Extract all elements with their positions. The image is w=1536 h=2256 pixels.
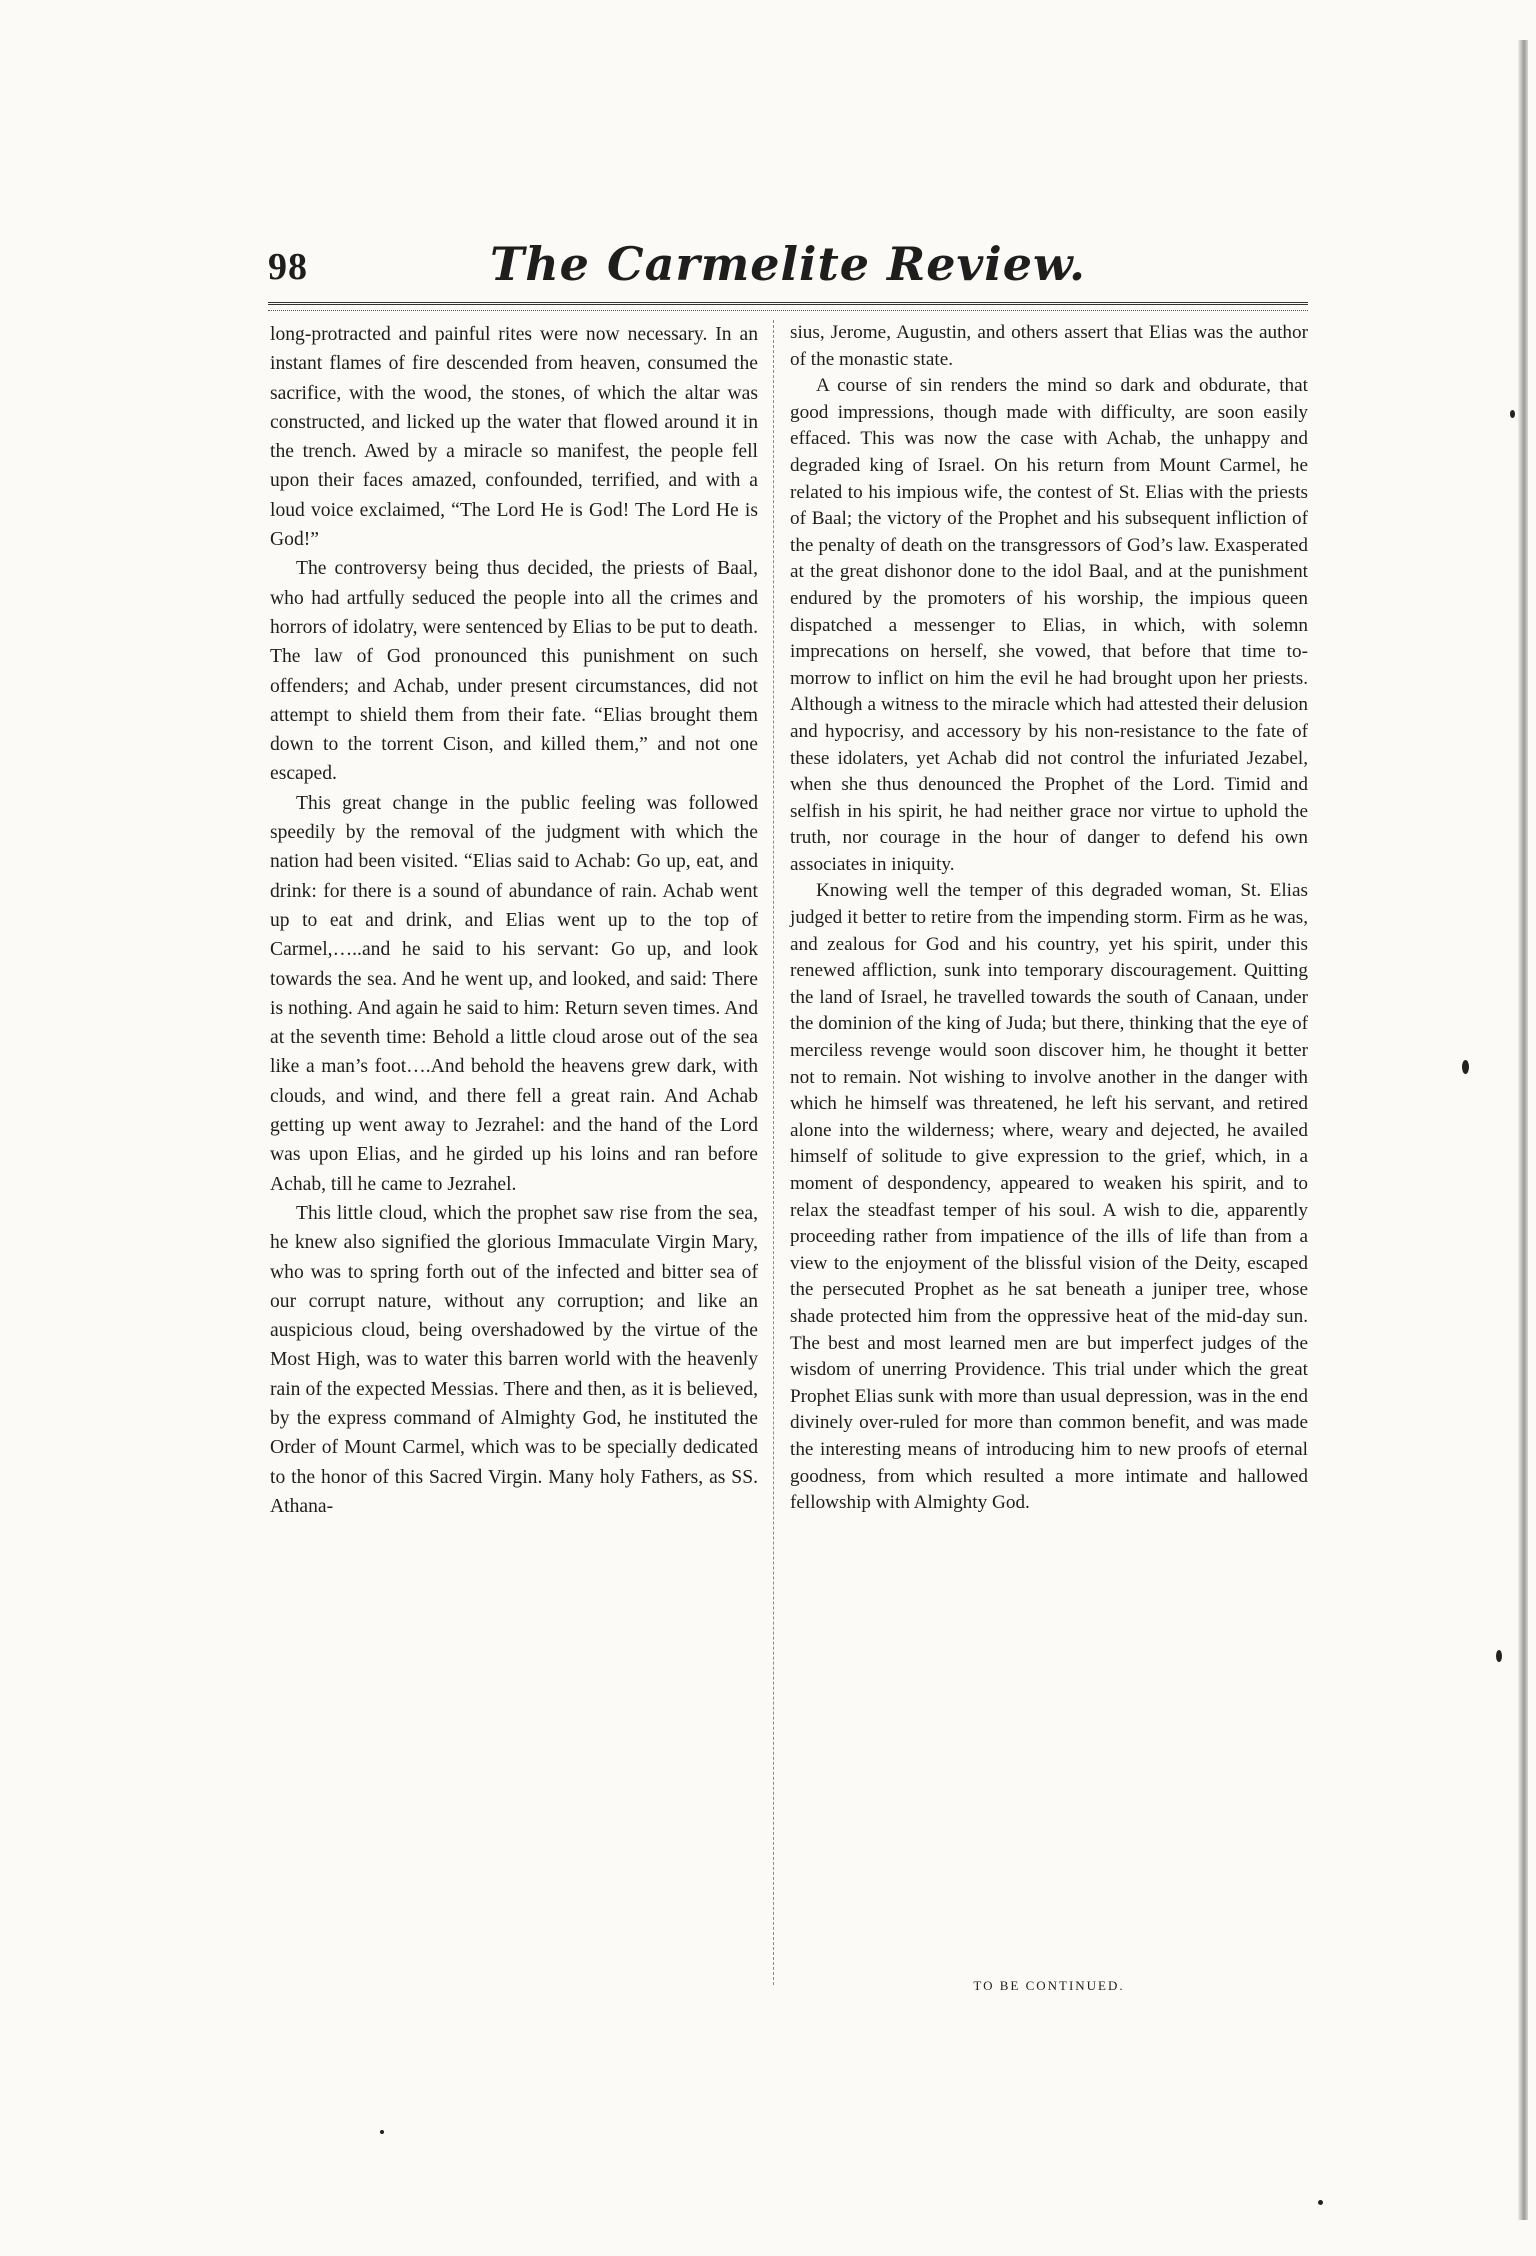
paragraph: This great change in the public feeling was followed speedily by the removal of the judgment with which the nation had been visited. “Elias said to Achab: Go up, eat, and drink: for there is a sound of abundance of rain. Achab went up to eat and drink, and Elias went up to the top of Carmel,…..and he said to his servant: Go up, and look towards the sea. And he went up, and looked, and said: There is nothing. And again he said to him: Return seven times. And at the seventh time: Behold a little cloud arose out of the sea like a man’s foot….And behold the heavens grew dark, with clouds, and wind, and there fell a great rain. And Achab getting up went away to Jezrahel: and the hand of the Lord was upon Elias, and he girded up his loins and ran before Achab, till he came to Jezrahel. bbox=[270, 792, 758, 1195]
ink-speck bbox=[1496, 1650, 1502, 1662]
paragraph: The controversy being thus decided, the priests of Baal, who had artfully seduced the people into all the crimes and horrors of idolatry, were sentenced by Elias to be put to death. The law of God pronounced this punishment on such offenders; and Achab, under present circumstances, did not attempt to shield them from their fate. “Elias brought them down to the torrent Cison, and killed them,” and not one escaped. bbox=[270, 558, 758, 785]
paragraph: long-protracted and painful rites were now necessary. In an instant flames of fire descended from heaven, consumed the sacrifice, with the wood, the stones, of which the altar was constructed, and licked up the water that flowed around it in the trench. Awed by a miracle so manifest, the people fell upon their faces amazed, confounded, terrified, and with a loud voice exclaimed, “The Lord He is God! The Lord He is God!” bbox=[270, 324, 758, 551]
ink-speck bbox=[1510, 410, 1515, 418]
paragraph: sius, Jerome, Augustin, and others assert that Elias was the author of the monastic state. bbox=[790, 322, 1308, 370]
page-number: 98 bbox=[268, 246, 308, 288]
page-header bbox=[268, 235, 1308, 295]
header-rule-dotted bbox=[268, 310, 1308, 311]
journal-title: The Carmelite Review. bbox=[490, 237, 1086, 291]
ink-speck bbox=[1462, 1060, 1469, 1074]
header-rule bbox=[268, 302, 1308, 305]
paragraph: Knowing well the temper of this degraded woman, St. Elias judged it better to retire from the impending storm. Firm as he was, and zealous for God and his country, yet his spirit, under this renewed affliction, sunk into temporary discouragement. Quitting the land of Israel, he travelled towards the south of Canaan, under the dominion of the king of Juda; but there, thinking that the eye of merciless revenge would soon discover him, he thought it better not to remain. Not wishing to involve another in the danger with which he himself was threatened, he left his servant, and retired alone into the wilderness; where, weary and dejected, he availed himself of solitude to give expression to the grief, which, in a moment of despondency, appeared to weaken his spirit, and to relax the steadfast temper of his soul. A wish to die, apparently proceeding rather from impatience of the ills of life than from a view to the enjoyment of the blissful vision of the Deity, escaped the persecuted Prophet as he sat beneath a juniper tree, whose shade protected him from the oppressive heat of the mid-day sun. The best and most learned men are but imperfect judges of the wisdom of unerring Providence. This trial under which the great Prophet Elias sunk with more than usual depression, was in the end divinely over-ruled for more than common benefit, and was made the interesting means of introducing him to new proofs of eternal goodness, from which resulted a more intimate and hallowed fellowship with Almighty God. bbox=[790, 880, 1308, 1514]
right-column bbox=[790, 320, 1308, 1517]
ink-speck bbox=[1318, 2200, 1323, 2205]
ink-speck bbox=[380, 2130, 384, 2134]
paragraph: A course of sin renders the mind so dark and obdurate, that good impressions, though made with difficulty, are soon easily effaced. This was now the case with Achab, the unhappy and degraded king of Israel. On his return from Mount Carmel, he related to his impious wife, the contest of St. Elias with the priests of Baal; the victory of the Prophet and his subsequent infliction of the penalty of death on the transgressors of God’s law. Exasperated at the great dishonor done to the idol Baal, and at the punishment endured by the promoters of his worship, the impious queen dispatched a messenger to Elias, in which, with solemn imprecations on herself, she vowed, that before that time to-morrow to inflict on him the evil he had brought upon her priests. Although a witness to the miracle which had attested their delusion and hypocrisy, and accessory by his non-resistance to the fate of these idolaters, yet Achab did not control the infuriated Jezabel, when she thus denounced the Prophet of the Lord. Timid and selfish in his spirit, he had neither grace nor virtue to uphold the truth, nor courage in the hour of danger to defend his own associates in iniquity. bbox=[790, 375, 1308, 875]
paragraph: This little cloud, which the prophet saw rise from the sea, he knew also signified the glorious Immaculate Virgin Mary, who was to spring forth out of the infected and bitter sea of our corrupt nature, without any corruption; and like an auspicious cloud, being overshadowed by the virtue of the Most High, was to water this barren world with the heavenly rain of the expected Messias. There and then, as it is believed, by the express command of Almighty God, he instituted the Order of Mount Carmel, which was to be specially dedicated to the honor of this Sacred Virgin. Many holy Fathers, as SS. Athana- bbox=[270, 1202, 758, 1517]
page-edge-shadow bbox=[1518, 40, 1528, 2220]
continued-note: TO BE CONTINUED. bbox=[973, 1978, 1125, 1993]
column-divider bbox=[773, 320, 774, 1985]
left-column bbox=[270, 320, 758, 1521]
